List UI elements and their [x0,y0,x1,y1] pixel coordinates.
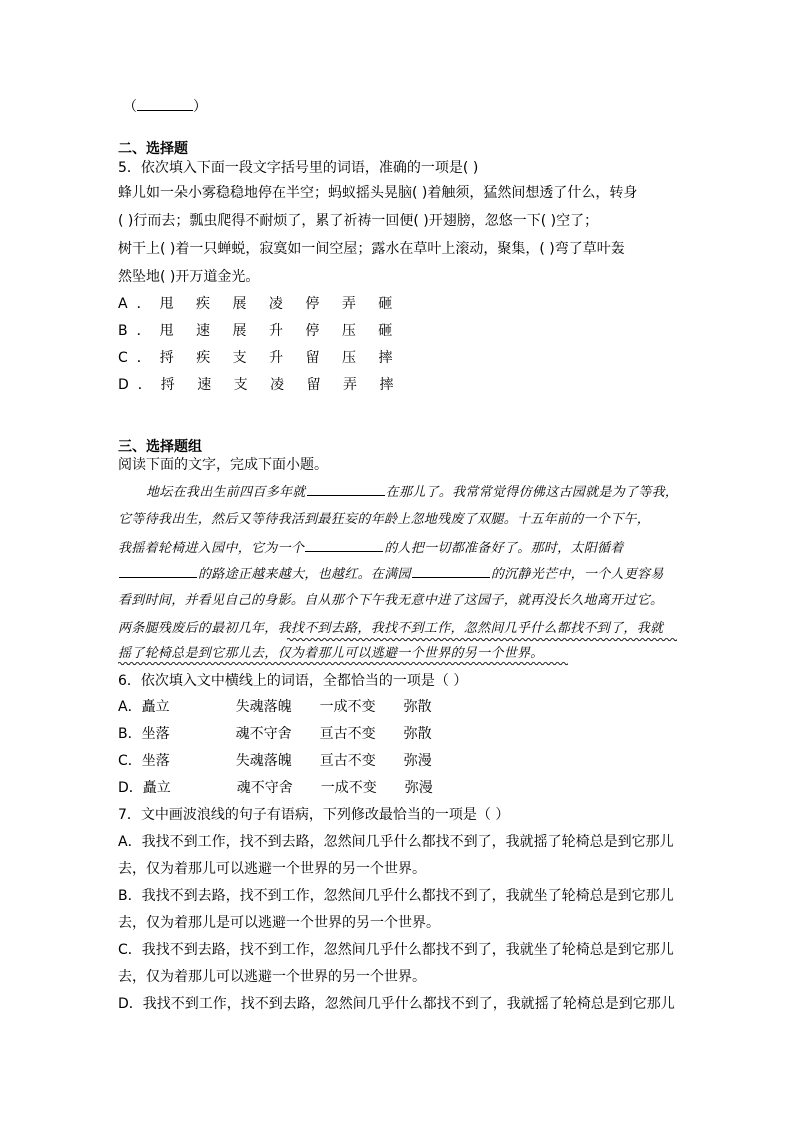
option-c[interactable] [118,752,464,770]
passage-line: 摇了轮椅总是到它那儿去，仅为着那儿可以逃避一个世界的另一个世界。 [118,646,544,661]
section-intro: 阅读下面的文字，完成下面小题。 [118,457,328,473]
option-word: 弥散 [403,726,432,742]
fill-blank[interactable] [307,483,385,496]
option-b[interactable]: B．我找不到去路，找不到工作，忽然间几乎什么都找不到了，我就坐了轮椅总是到它那儿 [118,888,674,904]
fill-blank[interactable] [305,539,383,552]
option-word: 弥散 [403,699,432,715]
question-5-text-line: 然坠地( )开万道金光。 [118,269,260,285]
option-a[interactable]: A．甩 疾 展 凌 停 弄 砸 [118,296,402,312]
option-word: 失魂落魄 [235,753,292,769]
answer-blank[interactable] [137,96,193,111]
option-label: B． [118,726,142,742]
option-label: C． [118,753,142,769]
option-b[interactable] [118,725,464,743]
paren-close: ） [193,99,207,115]
option-c-continued: 去，仅为着那儿可以逃避一个世界的另一个世界。 [118,969,426,985]
paren-open: （ [123,99,137,115]
passage-line [146,483,678,502]
passage-line: 它等待我出生，然后又等待我活到最狂妄的年龄上忽地残废了双腿。十五年前的一个下午， [118,512,651,527]
option-word: 弥漫 [403,753,432,769]
option-label: D． [118,780,143,796]
passage-text: 的路途正越来越大，也越红。在满园 [198,567,411,582]
option-word: 魂不守舍 [236,780,293,796]
passage-line [118,565,664,584]
option-word: 坐落 [141,753,170,769]
answer-blank-line [123,96,207,116]
passage-text: 的人把一切都准备好了。那时，太阳循着 [384,541,624,556]
question-5-text-line: ( )行而去；瓢虫爬得不耐烦了，累了祈祷一回便( )开翅膀，忽悠一下( )空了； [118,213,599,229]
question-7-stem: 7．文中画波浪线的句子有语病，下列修改最恰当的一项是（ ） [118,807,510,823]
option-a[interactable] [118,698,464,716]
option-word: 一成不变 [319,699,376,715]
option-b[interactable]: B．甩 速 展 升 停 压 砸 [118,323,402,339]
option-word: 魂不守舍 [235,726,292,742]
option-c[interactable]: C．我找不到去路，找不到工作，忽然间几乎什么都找不到了，我就坐了轮椅总是到它那儿 [118,942,674,958]
fill-blank[interactable] [412,565,490,578]
passage-text: 在那儿了。我常常觉得仿佛这古园就是为了等我， [385,485,679,500]
passage-text: 我摇着轮椅进入园中，它为一个 [118,541,305,556]
option-d[interactable]: D．捋 速 支 凌 留 弄 摔 [118,377,403,393]
option-label: A． [118,699,142,715]
question-6-stem: 6．依次填入文中横线上的词语，全都恰当的一项是（ ） [118,673,468,689]
option-a[interactable]: A．我找不到工作，找不到去路，忽然间几乎什么都找不到了，我就摇了轮椅总是到它那儿 [118,834,674,850]
option-word: 矗立 [141,699,170,715]
section-title: 二、选择题 [118,141,188,157]
fill-blank[interactable] [119,565,197,578]
passage-line: 看到时间，并看见自己的身影。自从那个下午我无意中进了这园子，就再没长久地离开过它。 [118,593,664,608]
option-word: 一成不变 [320,780,377,796]
option-word: 弥漫 [404,780,433,796]
option-word: 坐落 [141,726,170,742]
wavy-underline [118,661,568,666]
passage-text: 地坛在我出生前四百多年就 [146,485,306,500]
option-c[interactable]: C．捋 疾 支 升 留 压 摔 [118,350,402,366]
option-b-continued: 去，仅为着那儿是可以逃避一个世界的另一个世界。 [118,915,440,931]
option-word: 亘古不变 [319,726,376,742]
option-d[interactable] [118,779,465,797]
option-d[interactable]: D．我找不到工作，找不到去路，忽然间几乎什么都找不到了，我就摇了轮椅总是到它那儿 [118,996,675,1012]
option-a-continued: 去，仅为着那儿可以逃避一个世界的另一个世界。 [118,861,426,877]
question-5-text-line: 蜂儿如一朵小雾稳稳地停在半空；蚂蚁摇头晃脑( )着触须，猛然间想透了什么，转身 [118,185,638,201]
option-word: 亘古不变 [319,753,376,769]
passage-line [118,539,624,558]
wavy-underline [287,637,677,642]
passage-line: 两条腿残废后的最初几年，我找不到去路，我找不到工作，忽然间几乎什么都找不到了，我就 [118,621,664,636]
section-title: 三、选择题组 [118,439,202,455]
question-5-text-line: 树干上( )着一只蝉蜕，寂寞如一间空屋；露水在草叶上滚动，聚集，( )弯了草叶轰 [118,241,625,257]
option-word: 失魂落魄 [235,699,292,715]
option-word: 矗立 [142,780,171,796]
passage-text: 的沉静光芒中，一个人更容易 [490,567,664,582]
question-5-stem: 5．依次填入下面一段文字括号里的词语，准确的一项是( ) [118,160,479,176]
